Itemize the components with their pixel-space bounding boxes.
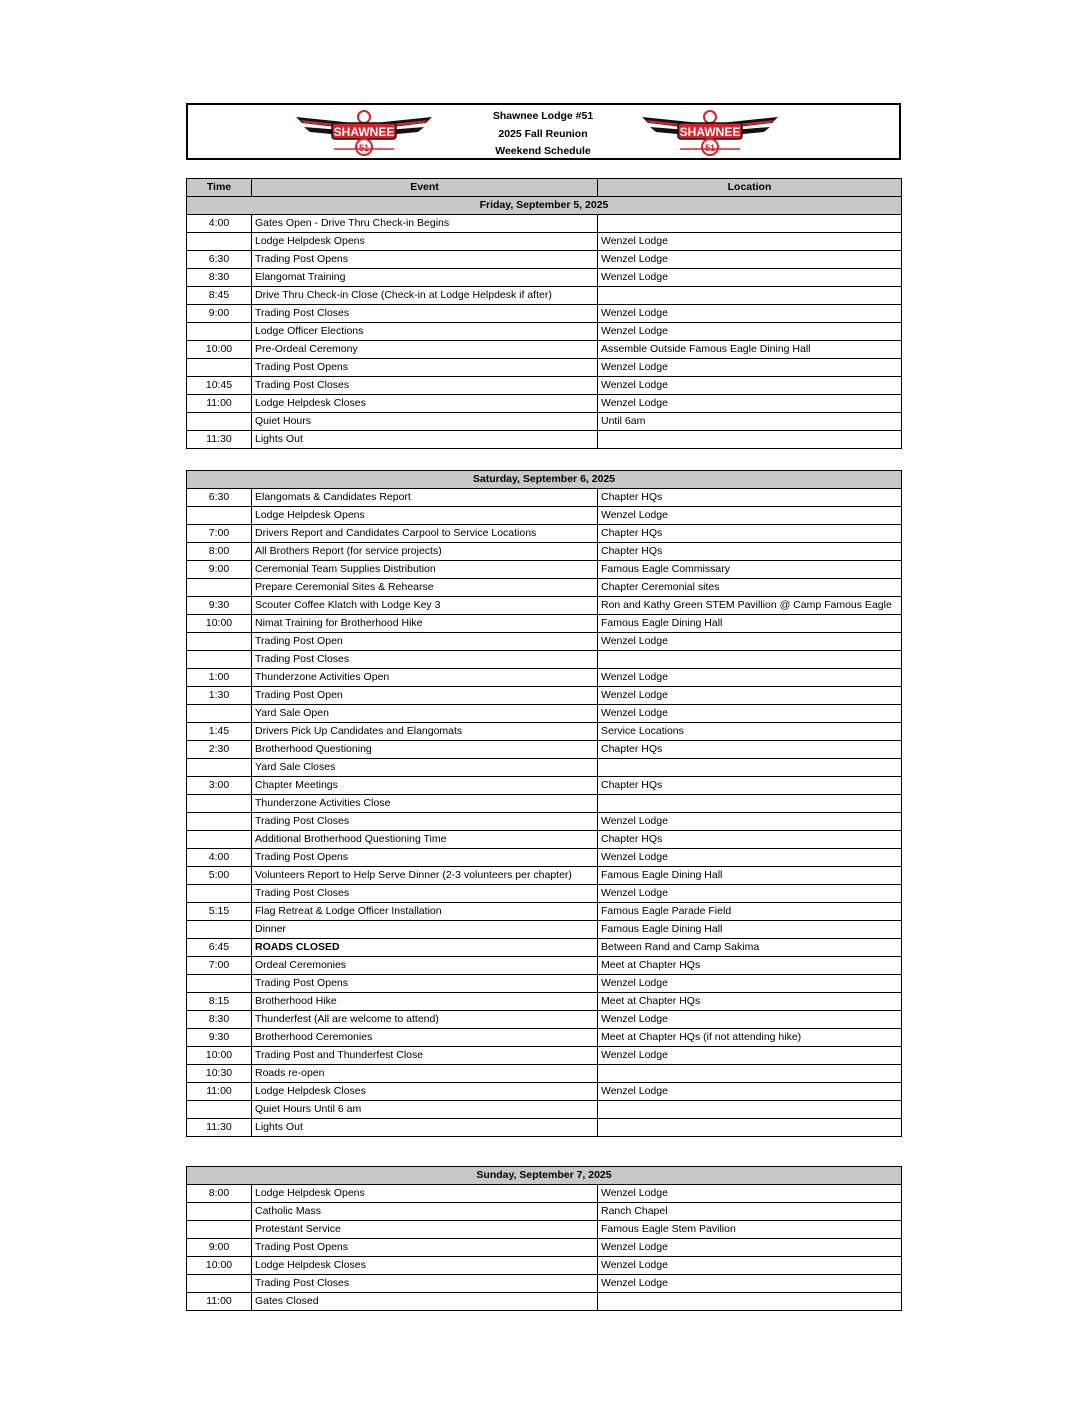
location-cell: Meet at Chapter HQs [598, 957, 902, 975]
event-cell: Trading Post Open [252, 633, 598, 651]
schedule-row [187, 561, 902, 579]
location-cell: Wenzel Lodge [598, 1275, 902, 1293]
event-cell: Flag Retreat & Lodge Officer Installation [252, 903, 598, 921]
event-cell: Ordeal Ceremonies [252, 957, 598, 975]
time-cell: 8:30 [187, 269, 252, 287]
schedule-row [187, 939, 902, 957]
schedule-row [187, 1029, 902, 1047]
event-cell: Drivers Pick Up Candidates and Elangomats [252, 723, 598, 741]
schedule-row [187, 251, 902, 269]
time-cell [187, 1221, 252, 1239]
svg-text:51: 51 [704, 143, 716, 153]
time-cell [187, 507, 252, 525]
time-cell [187, 323, 252, 341]
location-cell [598, 1065, 902, 1083]
location-cell: Chapter Ceremonial sites [598, 579, 902, 597]
schedule-row [187, 489, 902, 507]
location-cell: Wenzel Lodge [598, 305, 902, 323]
location-cell: Assemble Outside Famous Eagle Dining Hall [598, 341, 902, 359]
location-cell: Wenzel Lodge [598, 233, 902, 251]
schedule-row [187, 597, 902, 615]
location-cell: Famous Eagle Commissary [598, 561, 902, 579]
event-cell: Quiet Hours [252, 413, 598, 431]
time-cell: 6:30 [187, 489, 252, 507]
event-cell: Thunderfest (All are welcome to attend) [252, 1011, 598, 1029]
schedule-row [187, 359, 902, 377]
column-header-row [187, 179, 902, 197]
time-cell [187, 359, 252, 377]
location-cell: Chapter HQs [598, 777, 902, 795]
schedule-row [187, 579, 902, 597]
location-cell: Chapter HQs [598, 489, 902, 507]
schedule-row [187, 975, 902, 993]
event-cell: Volunteers Report to Help Serve Dinner (2-3 volunteers per chapter) [252, 867, 598, 885]
schedule-row [187, 1203, 902, 1221]
location-cell: Ranch Chapel [598, 1203, 902, 1221]
location-cell: Famous Eagle Dining Hall [598, 615, 902, 633]
schedule-row [187, 885, 902, 903]
event-cell: Trading Post Closes [252, 1275, 598, 1293]
event-cell: Gates Closed [252, 1293, 598, 1311]
schedule-row [187, 215, 902, 233]
location-cell: Wenzel Lodge [598, 687, 902, 705]
event-cell: Lights Out [252, 1119, 598, 1137]
time-cell [187, 579, 252, 597]
time-cell: 5:15 [187, 903, 252, 921]
location-cell: Chapter HQs [598, 543, 902, 561]
location-cell: Wenzel Lodge [598, 669, 902, 687]
location-cell [598, 651, 902, 669]
schedule-row [187, 543, 902, 561]
event-cell: Gates Open - Drive Thru Check-in Begins [252, 215, 598, 233]
event-cell: Trading Post and Thunderfest Close [252, 1047, 598, 1065]
location-cell: Wenzel Lodge [598, 705, 902, 723]
time-cell [187, 1203, 252, 1221]
location-cell [598, 1293, 902, 1311]
location-cell [598, 1119, 902, 1137]
time-cell: 9:00 [187, 305, 252, 323]
schedule-row [187, 795, 902, 813]
time-cell: 7:00 [187, 957, 252, 975]
time-cell: 6:45 [187, 939, 252, 957]
schedule-row [187, 1083, 902, 1101]
location-cell: Wenzel Lodge [598, 377, 902, 395]
column-header-event: Event [252, 179, 598, 197]
time-cell [187, 921, 252, 939]
event-cell: Trading Post Closes [252, 305, 598, 323]
schedule-row [187, 633, 902, 651]
event-cell: Trading Post Opens [252, 1239, 598, 1257]
event-cell: Protestant Service [252, 1221, 598, 1239]
svg-text:SHAWNEE: SHAWNEE [679, 125, 741, 139]
location-cell: Wenzel Lodge [598, 1239, 902, 1257]
location-cell [598, 215, 902, 233]
schedule-row [187, 831, 902, 849]
time-cell: 8:15 [187, 993, 252, 1011]
location-cell: Wenzel Lodge [598, 1185, 902, 1203]
day-header-row [187, 471, 902, 489]
time-cell [187, 831, 252, 849]
schedule-row [187, 1011, 902, 1029]
event-cell: Lodge Officer Elections [252, 323, 598, 341]
location-cell: Chapter HQs [598, 741, 902, 759]
schedule-header [186, 103, 901, 160]
schedule-row [187, 305, 902, 323]
time-cell: 1:45 [187, 723, 252, 741]
location-cell: Wenzel Lodge [598, 813, 902, 831]
time-cell [187, 885, 252, 903]
event-cell: Brotherhood Questioning [252, 741, 598, 759]
location-cell: Wenzel Lodge [598, 359, 902, 377]
event-cell: Trading Post Open [252, 687, 598, 705]
location-cell: Wenzel Lodge [598, 849, 902, 867]
event-cell: Lodge Helpdesk Opens [252, 233, 598, 251]
event-cell: Brotherhood Hike [252, 993, 598, 1011]
event-cell: Trading Post Closes [252, 885, 598, 903]
location-cell: Wenzel Lodge [598, 1011, 902, 1029]
schedule-row [187, 687, 902, 705]
time-cell: 4:00 [187, 849, 252, 867]
schedule-row [187, 705, 902, 723]
time-cell: 8:30 [187, 1011, 252, 1029]
schedule-row [187, 957, 902, 975]
location-cell [598, 759, 902, 777]
location-cell: Wenzel Lodge [598, 1047, 902, 1065]
location-cell: Famous Eagle Stem Pavilion [598, 1221, 902, 1239]
schedule-row [187, 903, 902, 921]
time-cell: 10:45 [187, 377, 252, 395]
title-line-event: 2025 Fall Reunion [498, 127, 588, 140]
friday-schedule-table [186, 178, 902, 449]
event-cell: Dinner [252, 921, 598, 939]
time-cell: 8:00 [187, 1185, 252, 1203]
schedule-row [187, 377, 902, 395]
title-line-subtitle: Weekend Schedule [495, 145, 591, 157]
day-header-row [187, 1167, 902, 1185]
time-cell: 10:00 [187, 1047, 252, 1065]
event-cell: Yard Sale Open [252, 705, 598, 723]
event-cell: Lodge Helpdesk Closes [252, 1083, 598, 1101]
time-cell: 11:30 [187, 1119, 252, 1137]
schedule-row [187, 849, 902, 867]
event-cell: Drive Thru Check-in Close (Check-in at Lodge Helpdesk if after) [252, 287, 598, 305]
event-cell: Trading Post Opens [252, 359, 598, 377]
event-cell: Brotherhood Ceremonies [252, 1029, 598, 1047]
time-cell [187, 759, 252, 777]
time-cell [187, 233, 252, 251]
time-cell: 11:00 [187, 1083, 252, 1101]
location-cell: Chapter HQs [598, 831, 902, 849]
time-cell: 9:30 [187, 597, 252, 615]
schedule-row [187, 1257, 902, 1275]
day-title: Friday, September 5, 2025 [187, 197, 902, 215]
location-cell [598, 1101, 902, 1119]
time-cell [187, 413, 252, 431]
event-cell: Lights Out [252, 431, 598, 449]
event-cell: Elangomats & Candidates Report [252, 489, 598, 507]
time-cell [187, 795, 252, 813]
schedule-row [187, 395, 902, 413]
time-cell: 10:30 [187, 1065, 252, 1083]
time-cell: 11:30 [187, 431, 252, 449]
schedule-row [187, 431, 902, 449]
event-cell: Lodge Helpdesk Opens [252, 1185, 598, 1203]
schedule-row [187, 993, 902, 1011]
location-cell: Wenzel Lodge [598, 269, 902, 287]
event-cell: Yard Sale Closes [252, 759, 598, 777]
time-cell: 10:00 [187, 615, 252, 633]
day-header-row [187, 197, 902, 215]
location-cell: Wenzel Lodge [598, 395, 902, 413]
event-cell: Thunderzone Activities Close [252, 795, 598, 813]
location-cell [598, 795, 902, 813]
event-cell: Nimat Training for Brotherhood Hike [252, 615, 598, 633]
event-cell: Chapter Meetings [252, 777, 598, 795]
event-cell: Trading Post Opens [252, 251, 598, 269]
location-cell: Until 6am [598, 413, 902, 431]
event-cell: Thunderzone Activities Open [252, 669, 598, 687]
schedule-row [187, 669, 902, 687]
location-cell [598, 431, 902, 449]
schedule-row [187, 1119, 902, 1137]
schedule-row [187, 1275, 902, 1293]
day-title: Saturday, September 6, 2025 [187, 471, 902, 489]
location-cell: Famous Eagle Dining Hall [598, 921, 902, 939]
location-cell: Wenzel Lodge [598, 1257, 902, 1275]
time-cell: 6:30 [187, 251, 252, 269]
sunday-schedule-table [186, 1166, 902, 1311]
schedule-row [187, 921, 902, 939]
schedule-row [187, 741, 902, 759]
schedule-row [187, 1101, 902, 1119]
event-cell: Trading Post Opens [252, 975, 598, 993]
schedule-row [187, 525, 902, 543]
schedule-row [187, 651, 902, 669]
schedule-row [187, 615, 902, 633]
time-cell: 7:00 [187, 525, 252, 543]
schedule-row [187, 1047, 902, 1065]
schedule-row [187, 759, 902, 777]
event-cell: ROADS CLOSED [252, 939, 598, 957]
event-cell: Trading Post Opens [252, 849, 598, 867]
time-cell [187, 1275, 252, 1293]
event-cell: Quiet Hours Until 6 am [252, 1101, 598, 1119]
schedule-row [187, 813, 902, 831]
schedule-row [187, 1065, 902, 1083]
event-cell: Trading Post Closes [252, 377, 598, 395]
day-title: Sunday, September 7, 2025 [187, 1167, 902, 1185]
location-cell: Wenzel Lodge [598, 975, 902, 993]
schedule-row [187, 233, 902, 251]
time-cell: 1:00 [187, 669, 252, 687]
schedule-row [187, 269, 902, 287]
location-cell: Wenzel Lodge [598, 323, 902, 341]
time-cell: 4:00 [187, 215, 252, 233]
title-line-lodge: Shawnee Lodge #51 [492, 110, 594, 122]
event-cell: Additional Brotherhood Questioning Time [252, 831, 598, 849]
svg-text:51: 51 [358, 143, 370, 153]
schedule-row [187, 867, 902, 885]
schedule-row [187, 723, 902, 741]
event-cell: Lodge Helpdesk Opens [252, 507, 598, 525]
event-cell: Pre-Ordeal Ceremony [252, 341, 598, 359]
location-cell: Between Rand and Camp Sakima [598, 939, 902, 957]
time-cell: 10:00 [187, 1257, 252, 1275]
event-cell: Scouter Coffee Klatch with Lodge Key 3 [252, 597, 598, 615]
schedule-row [187, 287, 902, 305]
time-cell: 5:00 [187, 867, 252, 885]
event-cell: Lodge Helpdesk Closes [252, 395, 598, 413]
schedule-row [187, 507, 902, 525]
event-cell: Roads re-open [252, 1065, 598, 1083]
time-cell: 10:00 [187, 341, 252, 359]
location-cell: Chapter HQs [598, 525, 902, 543]
schedule-row [187, 1221, 902, 1239]
column-header-time: Time [187, 179, 252, 197]
location-cell: Ron and Kathy Green STEM Pavillion @ Camp Famous Eagle [598, 597, 902, 615]
column-header-location: Location [598, 179, 902, 197]
time-cell: 1:30 [187, 687, 252, 705]
time-cell: 11:00 [187, 395, 252, 413]
location-cell: Wenzel Lodge [598, 507, 902, 525]
location-cell: Meet at Chapter HQs [598, 993, 902, 1011]
time-cell: 9:30 [187, 1029, 252, 1047]
saturday-schedule-table [186, 470, 902, 1137]
schedule-row [187, 1239, 902, 1257]
schedule-title [448, 108, 638, 161]
event-cell: Trading Post Closes [252, 813, 598, 831]
time-cell [187, 1101, 252, 1119]
location-cell: Wenzel Lodge [598, 885, 902, 903]
location-cell: Wenzel Lodge [598, 251, 902, 269]
event-cell: Elangomat Training [252, 269, 598, 287]
time-cell [187, 705, 252, 723]
time-cell [187, 633, 252, 651]
event-cell: Trading Post Closes [252, 651, 598, 669]
schedule-row [187, 413, 902, 431]
time-cell: 8:00 [187, 543, 252, 561]
time-cell [187, 651, 252, 669]
location-cell: Wenzel Lodge [598, 1083, 902, 1101]
schedule-row [187, 1185, 902, 1203]
shawnee-lodge-logo-left [294, 109, 434, 157]
event-cell: Catholic Mass [252, 1203, 598, 1221]
time-cell [187, 975, 252, 993]
location-cell: Famous Eagle Dining Hall [598, 867, 902, 885]
time-cell: 2:30 [187, 741, 252, 759]
time-cell [187, 813, 252, 831]
location-cell: Wenzel Lodge [598, 633, 902, 651]
schedule-row [187, 341, 902, 359]
time-cell: 3:00 [187, 777, 252, 795]
event-cell: Prepare Ceremonial Sites & Rehearse [252, 579, 598, 597]
event-cell: Lodge Helpdesk Closes [252, 1257, 598, 1275]
time-cell: 9:00 [187, 1239, 252, 1257]
event-cell: All Brothers Report (for service projects) [252, 543, 598, 561]
shawnee-lodge-logo-right [640, 109, 780, 157]
location-cell: Meet at Chapter HQs (if not attending hike) [598, 1029, 902, 1047]
time-cell: 11:00 [187, 1293, 252, 1311]
time-cell: 8:45 [187, 287, 252, 305]
time-cell: 9:00 [187, 561, 252, 579]
location-cell [598, 287, 902, 305]
schedule-row [187, 777, 902, 795]
event-cell: Drivers Report and Candidates Carpool to Service Locations [252, 525, 598, 543]
logo-text: SHAWNEE [333, 125, 395, 139]
schedule-row [187, 1293, 902, 1311]
location-cell: Service Locations [598, 723, 902, 741]
event-cell: Ceremonial Team Supplies Distribution [252, 561, 598, 579]
location-cell: Famous Eagle Parade Field [598, 903, 902, 921]
schedule-row [187, 323, 902, 341]
